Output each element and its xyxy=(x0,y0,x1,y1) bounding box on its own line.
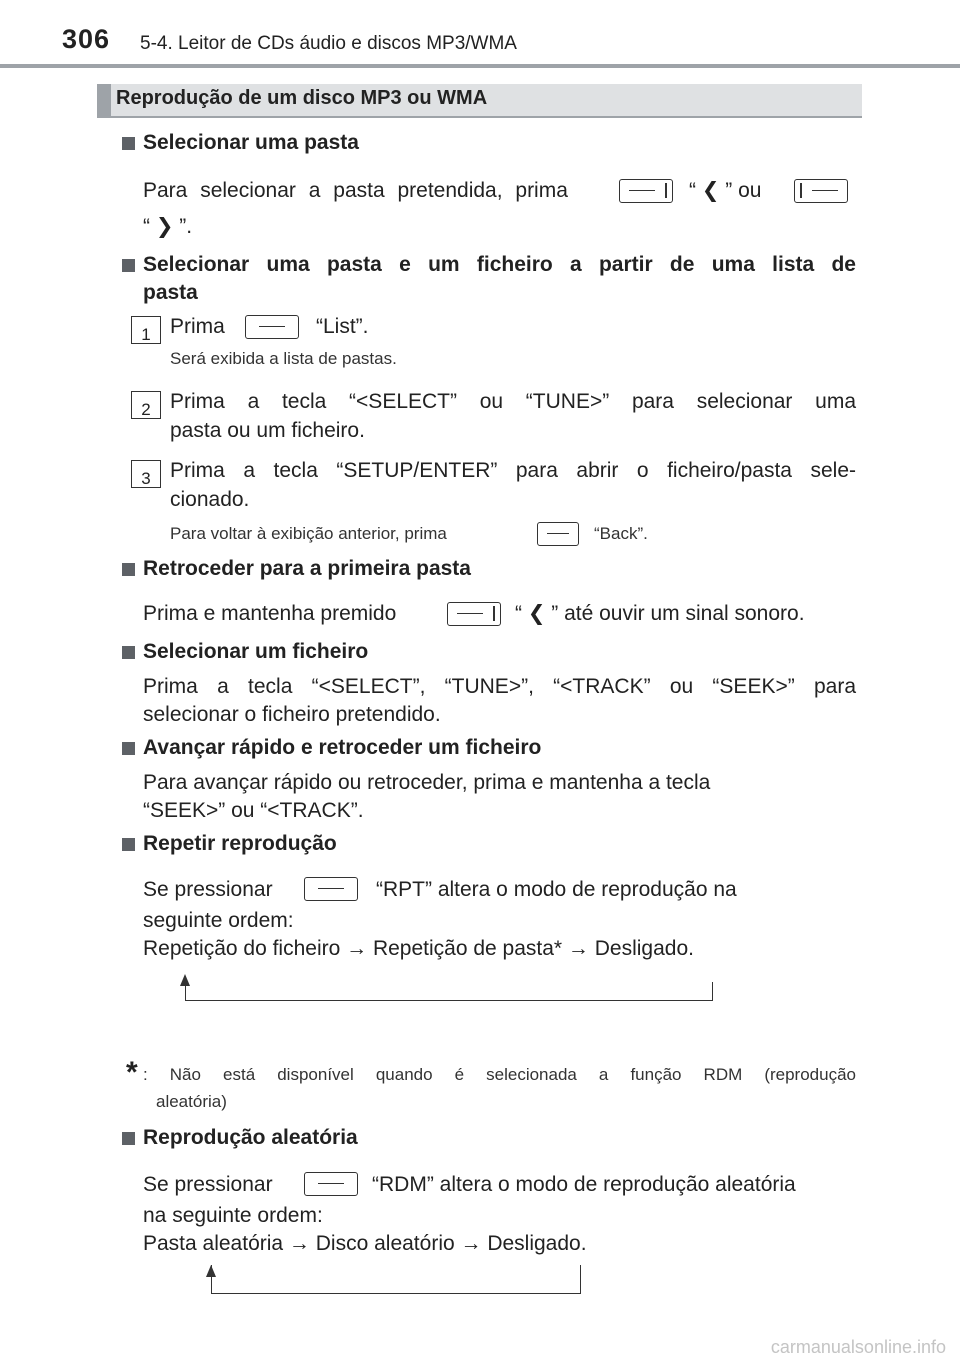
heading-repeat: Repetir reprodução xyxy=(143,832,337,855)
heading-first-folder: Retroceder para a primeira pasta xyxy=(143,557,471,580)
heading-random: Reprodução aleatória xyxy=(143,1126,358,1149)
rpt-button[interactable] xyxy=(304,877,358,901)
random-order: Pasta aleatória → Disco aleatório → Desligado. xyxy=(143,1232,587,1255)
step-note: Para voltar à exibição anterior, prima xyxy=(170,524,447,543)
select-file-text: Prima a tecla “<SELECT”, “TUNE>”, “<TRACK” ou “SEEK>” para xyxy=(143,675,856,698)
cycle-return-line xyxy=(211,1265,581,1294)
bullet-square-icon xyxy=(122,646,135,659)
step-number: 1 xyxy=(131,316,161,344)
footnote-text: : Não está disponível quando é selecionada a função RDM (reprodução xyxy=(143,1065,856,1084)
bullet-square-icon xyxy=(122,137,135,150)
heading-select-from-list-cont: pasta xyxy=(143,281,198,304)
step-text-cont: cionado. xyxy=(170,488,250,511)
footnote-mark: * xyxy=(126,1056,138,1089)
first-folder-text: Prima e mantenha premido xyxy=(143,602,397,625)
step-text-cont: pasta ou um ficheiro. xyxy=(170,419,365,442)
cycle-arrow-icon xyxy=(180,974,190,986)
first-folder-text-cont: “ ❮ ” até ouvir um sinal sonoro. xyxy=(515,602,805,625)
fast-text: Para avançar rápido ou retroceder, prima e mantenha a tecla xyxy=(143,771,711,794)
back-label: “Back”. xyxy=(594,524,648,543)
step-text-list: “List”. xyxy=(316,315,369,338)
select-file-text-cont: selecionar o ficheiro pretendido. xyxy=(143,703,441,726)
footnote-text-cont: aleatória) xyxy=(156,1092,227,1111)
repeat-order-label: seguinte ordem: xyxy=(143,909,294,932)
random-text: Se pressionar xyxy=(143,1173,273,1196)
back-button[interactable] xyxy=(537,522,579,546)
header-rule xyxy=(0,64,960,68)
step-number: 2 xyxy=(131,391,161,419)
repeat-order: Repetição do ficheiro → Repetição de pasta* → Desligado. xyxy=(143,937,694,960)
heading-select-folder: Selecionar uma pasta xyxy=(143,131,359,154)
step-text: Prima xyxy=(170,315,225,338)
heading-select-file: Selecionar um ficheiro xyxy=(143,640,369,663)
repeat-text: Se pressionar xyxy=(143,878,273,901)
step-note: Será exibida a lista de pastas. xyxy=(170,349,397,368)
step-number: 3 xyxy=(131,460,161,488)
repeat-text-cont: “RPT” altera o modo de reprodução na xyxy=(376,878,737,901)
rdm-button[interactable] xyxy=(304,1172,358,1196)
folder-up-label: “ ❯ ”. xyxy=(143,215,193,238)
bullet-square-icon xyxy=(122,563,135,576)
step-text: Prima a tecla “<SELECT” ou “TUNE>” para selecionar uma xyxy=(170,390,856,413)
list-button[interactable] xyxy=(245,315,299,339)
folder-up-button[interactable] xyxy=(794,179,848,203)
step-text: Prima a tecla “SETUP/ENTER” para abrir o ficheiro/pasta sele- xyxy=(170,459,856,482)
random-text-cont: “RDM” altera o modo de reprodução aleatória xyxy=(372,1173,796,1196)
select-folder-text: Para selecionar a pasta pretendida, prima xyxy=(143,179,568,202)
random-order-label: na seguinte ordem: xyxy=(143,1204,323,1227)
bullet-square-icon xyxy=(122,259,135,272)
cycle-return-line xyxy=(185,982,713,1001)
section-title: Reprodução de um disco MP3 ou WMA xyxy=(116,87,488,109)
folder-down-button[interactable] xyxy=(447,602,501,626)
bullet-square-icon xyxy=(122,742,135,755)
watermark: carmanualsonline.info xyxy=(770,1337,946,1357)
folder-down-button[interactable] xyxy=(619,179,673,203)
cycle-arrow-icon xyxy=(206,1265,216,1277)
page-number: 306 xyxy=(62,24,111,54)
heading-select-from-list: Selecionar uma pasta e um ficheiro a partir de uma lista de xyxy=(143,253,856,276)
bullet-square-icon xyxy=(122,838,135,851)
folder-down-label: “ ❮ ” ou xyxy=(689,179,762,202)
chapter-title: 5-4. Leitor de CDs áudio e discos MP3/WMA xyxy=(140,33,517,54)
bullet-square-icon xyxy=(122,1132,135,1145)
heading-fast: Avançar rápido e retroceder um ficheiro xyxy=(143,736,542,759)
fast-text-cont: “SEEK>” ou “<TRACK”. xyxy=(143,799,364,822)
